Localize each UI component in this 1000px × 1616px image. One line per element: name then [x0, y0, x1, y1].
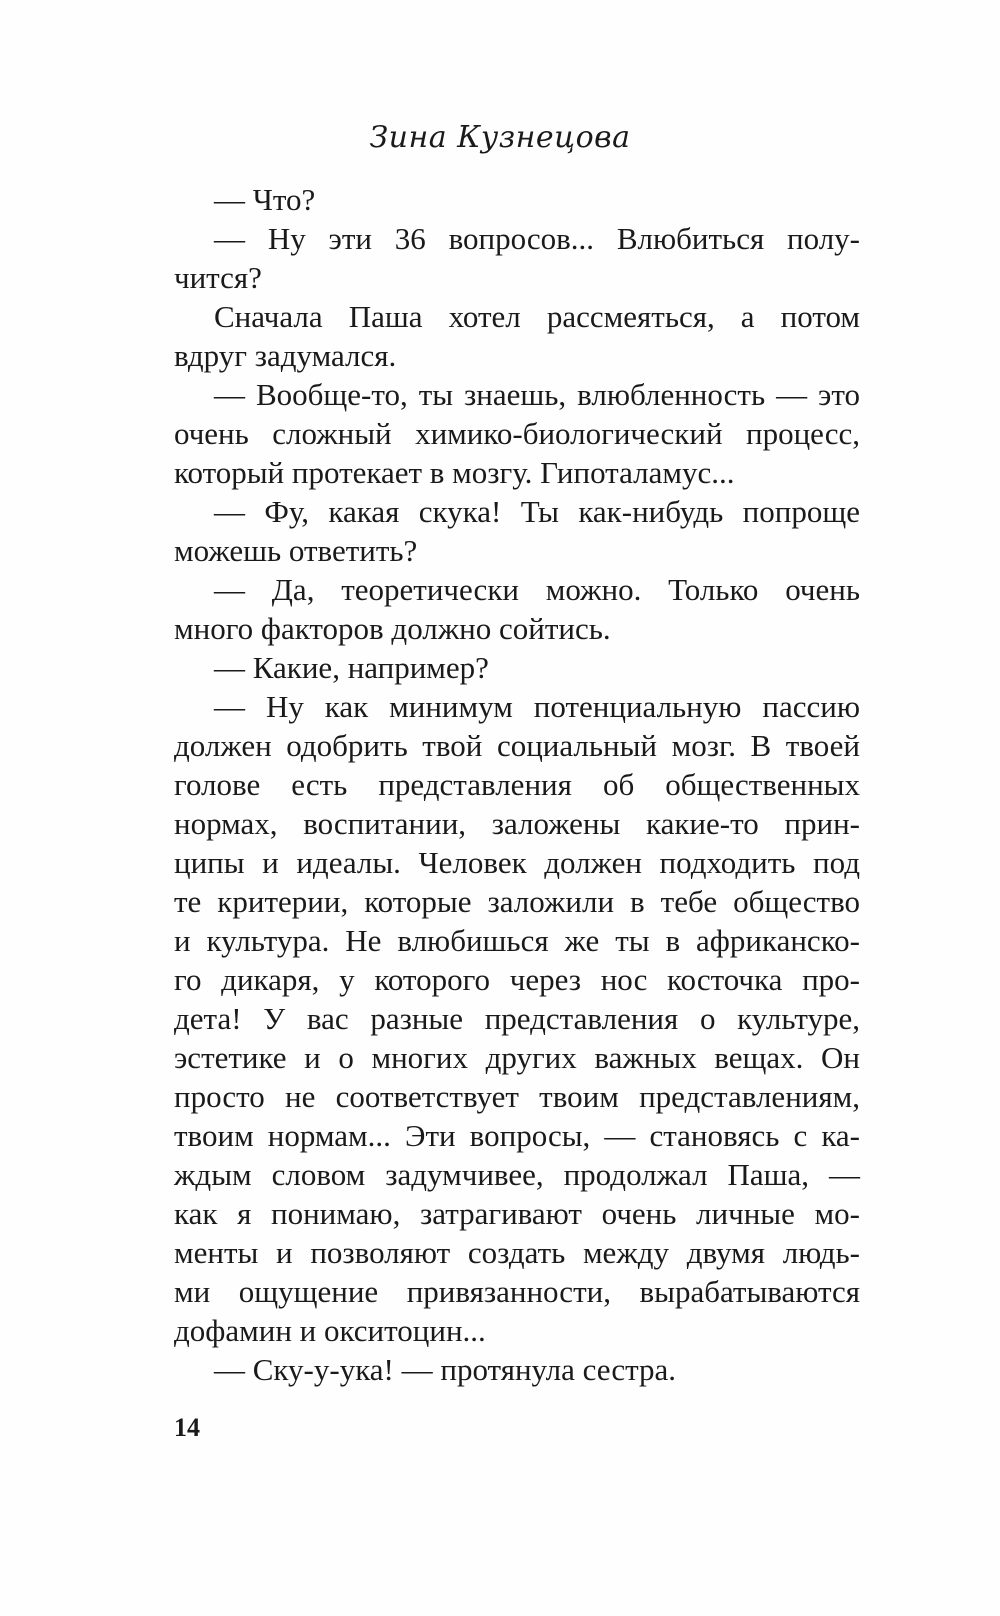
text-line: менты и позволяют создать между двумя людь-: [174, 1235, 860, 1270]
text-line: — Ску-у-ука! — протянула сестра.: [214, 1352, 677, 1387]
text-line: — Вообще-то, ты знаешь, влюбленность — это: [214, 377, 860, 412]
text-line: ждым словом задумчивее, продолжал Паша, —: [174, 1157, 860, 1192]
text-line: много факторов должно сойтись.: [174, 611, 611, 646]
text-line: и культура. Не влюбишься же ты в африканско-: [174, 923, 860, 958]
running-head-author: Зина Кузнецова: [369, 120, 631, 155]
text-line: — Фу, какая скука! Ты как-нибудь попроще: [214, 494, 860, 529]
text-line: голове есть представления об общественных: [174, 767, 860, 802]
text-line: как я понимаю, затрагивают очень личные мо-: [174, 1196, 860, 1231]
text-line: — Да, теоретически можно. Только очень: [214, 572, 860, 607]
text-line: ми ощущение привязанности, вырабатываются: [174, 1274, 860, 1309]
text-line: дета! У вас разные представления о культуре,: [174, 1001, 860, 1036]
text-line: вдруг задумался.: [174, 338, 397, 373]
text-line: очень сложный химико-биологический процесс,: [174, 416, 860, 451]
text-line: просто не соответствует твоим представлениям,: [174, 1079, 860, 1114]
text-line: го дикаря, у которого через нос косточка про-: [174, 962, 860, 997]
text-line: — Что?: [214, 182, 316, 217]
text-line: твоим нормам... Эти вопросы, — становясь с ка-: [174, 1118, 860, 1153]
text-line: который протекает в мозгу. Гипоталамус...: [174, 455, 735, 490]
text-line: можешь ответить?: [174, 533, 418, 568]
text-line: Сначала Паша хотел рассмеяться, а потом: [214, 299, 860, 334]
text-line: эстетике и о многих других важных вещах. Он: [174, 1040, 860, 1075]
text-line: — Ну эти 36 вопросов... Влюбиться полу-: [214, 221, 860, 256]
text-line: чится?: [174, 260, 262, 295]
text-line: — Какие, например?: [214, 650, 489, 685]
text-line: дофамин и окситоцин...: [174, 1313, 486, 1348]
text-line: должен одобрить твой социальный мозг. В твоей: [174, 728, 860, 763]
page-number: 14: [174, 1413, 200, 1442]
text-line: те критерии, которые заложили в тебе общество: [174, 884, 860, 919]
text-line: — Ну как минимум потенциальную пассию: [214, 689, 860, 724]
text-line: ципы и идеалы. Человек должен подходить под: [174, 845, 860, 880]
text-line: нормах, воспитании, заложены какие-то прин-: [174, 806, 860, 841]
body-text: [174, 180, 860, 1389]
